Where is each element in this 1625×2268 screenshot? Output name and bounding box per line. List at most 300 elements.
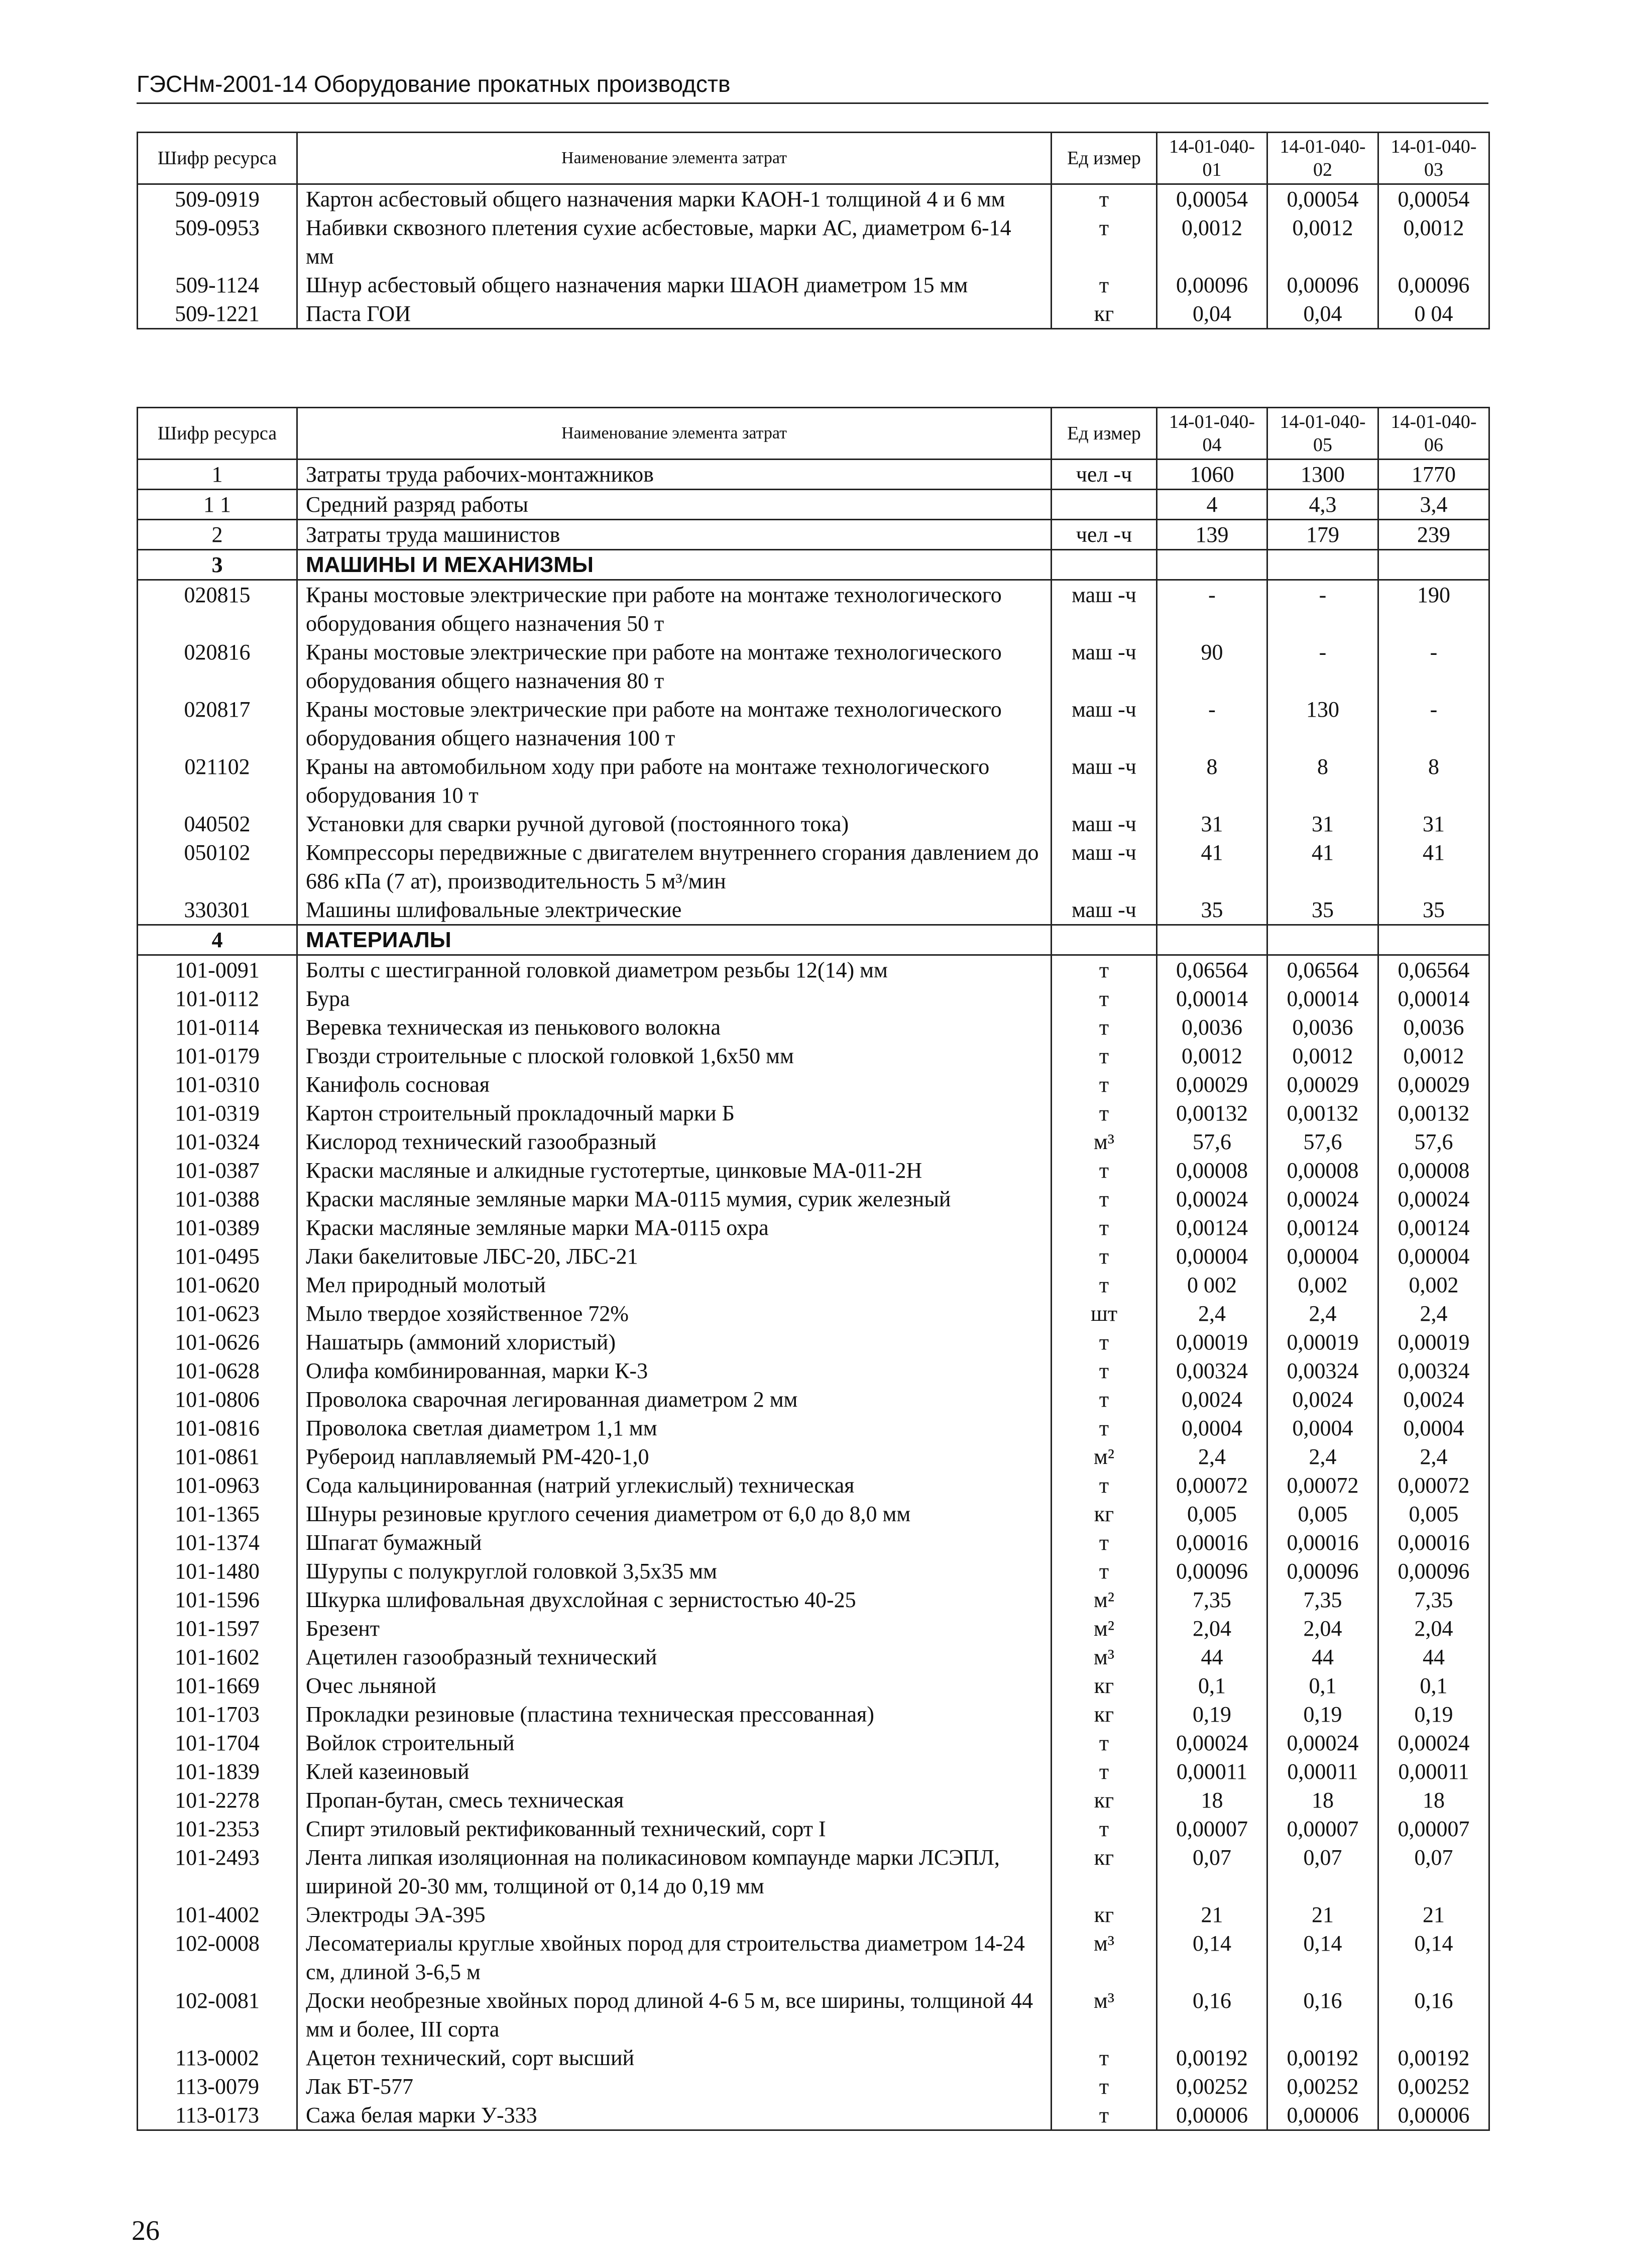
- value-col-3: 0,00252: [1378, 2072, 1489, 2101]
- resource-code: 330301: [138, 895, 297, 925]
- table-row: [138, 955, 1489, 985]
- value-col-1: 0,19: [1157, 1700, 1267, 1729]
- table-row: [138, 1099, 1489, 1127]
- cost-item-name: Мел природный молотый: [297, 1271, 1052, 1299]
- resource-code: 101-0310: [138, 1070, 297, 1099]
- value-col-3: 0,00007: [1378, 1815, 1489, 1843]
- value-col-3: 0,00324: [1378, 1356, 1489, 1385]
- unit-of-measure: т: [1052, 1356, 1157, 1385]
- page-number: 26: [132, 2215, 160, 2246]
- value-col-1: 0,00124: [1157, 1213, 1267, 1242]
- value-col-3: 0,0012: [1378, 1042, 1489, 1070]
- table-row: [138, 1671, 1489, 1700]
- value-col-1: 0,0012: [1157, 213, 1267, 271]
- cost-item-name: Шнур асбестовый общего назначения марки ШАОН диаметром 15 мм: [297, 271, 1052, 299]
- table-row: [138, 838, 1489, 895]
- value-col-1: -: [1157, 695, 1267, 752]
- unit-of-measure: маш -ч: [1052, 838, 1157, 895]
- cost-item-name: Набивки сквозного плетения сухие асбестовые, марки АС, диаметром 6-14 мм: [297, 213, 1052, 271]
- cost-item-name: Олифа комбинированная, марки К-3: [297, 1356, 1052, 1385]
- cost-item-name: Прокладки резиновые (пластина техническая прессованная): [297, 1700, 1052, 1729]
- value-col-2: 4,3: [1267, 490, 1378, 520]
- resource-code: 509-0919: [138, 184, 297, 214]
- table-row: [138, 299, 1489, 329]
- value-col-1: 0,00029: [1157, 1070, 1267, 1099]
- value-col-1: 2,04: [1157, 1614, 1267, 1643]
- value-col-2: 130: [1267, 695, 1378, 752]
- value-col-2: 44: [1267, 1643, 1378, 1671]
- cost-item-name: МАТЕРИАЛЫ: [297, 925, 1052, 955]
- unit-of-measure: т: [1052, 2072, 1157, 2101]
- value-col-1: 0,00054: [1157, 184, 1267, 214]
- value-col-2: 0,00192: [1267, 2044, 1378, 2072]
- cost-item-name: Мыло твердое хозяйственное 72%: [297, 1299, 1052, 1328]
- value-col-3: 0,00054: [1378, 184, 1489, 214]
- resource-code: 020815: [138, 580, 297, 638]
- table-row: [138, 1414, 1489, 1442]
- value-col-3: 0,00024: [1378, 1729, 1489, 1757]
- resource-code: 101-0388: [138, 1185, 297, 1213]
- value-col-1: 0,00008: [1157, 1156, 1267, 1185]
- value-col-3: 0,0036: [1378, 1013, 1489, 1042]
- value-col-1: [1157, 550, 1267, 580]
- value-col-1: 2,4: [1157, 1442, 1267, 1471]
- table-row: [138, 1815, 1489, 1843]
- cost-item-name: Гвозди строительные с плоской головкой 1,6х50 мм: [297, 1042, 1052, 1070]
- value-col-2: 0,00324: [1267, 1356, 1378, 1385]
- resource-code: 101-0112: [138, 984, 297, 1013]
- unit-of-measure: т: [1052, 1042, 1157, 1070]
- value-col-2: 0,00016: [1267, 1528, 1378, 1557]
- value-col-2: 0,00054: [1267, 184, 1378, 214]
- cost-item-name: Картон асбестовый общего назначения марки КАОН-1 толщиной 4 и 6 мм: [297, 184, 1052, 214]
- cost-item-name: Краски масляные и алкидные густотертые, цинковые МА-011-2Н: [297, 1156, 1052, 1185]
- value-col-2: 0,0024: [1267, 1385, 1378, 1414]
- value-col-3: 0,16: [1378, 1986, 1489, 2044]
- table-row: [138, 1557, 1489, 1585]
- resource-code: 101-1669: [138, 1671, 297, 1700]
- unit-of-measure: [1052, 490, 1157, 520]
- resource-code: 101-4002: [138, 1900, 297, 1929]
- resource-code: 101-0179: [138, 1042, 297, 1070]
- table-row: [138, 752, 1489, 810]
- unit-of-measure: м³: [1052, 1643, 1157, 1671]
- cost-item-name: Краны мостовые электрические при работе на монтаже технологического оборудования общего назначения 100 т: [297, 695, 1052, 752]
- cost-item-name: Болты с шестигранной головкой диаметром резьбы 12(14) мм: [297, 955, 1052, 985]
- unit-of-measure: м²: [1052, 1585, 1157, 1614]
- value-col-3: 44: [1378, 1643, 1489, 1671]
- cost-item-name: Лесоматериалы круглые хвойных пород для строительства диаметром 14-24 см, длиной 3-6,5 м: [297, 1929, 1052, 1986]
- value-col-3: 35: [1378, 895, 1489, 925]
- unit-of-measure: т: [1052, 1385, 1157, 1414]
- table-body: [138, 184, 1489, 329]
- value-col-3: 0,1: [1378, 1671, 1489, 1700]
- value-col-3: 0,002: [1378, 1271, 1489, 1299]
- resource-code: 509-1124: [138, 271, 297, 299]
- value-col-2: 179: [1267, 520, 1378, 550]
- table-row: [138, 2044, 1489, 2072]
- value-col-1: 0,00016: [1157, 1528, 1267, 1557]
- resource-code: 101-0623: [138, 1299, 297, 1328]
- resource-code: 101-0626: [138, 1328, 297, 1356]
- unit-of-measure: т: [1052, 1070, 1157, 1099]
- unit-of-measure: т: [1052, 1156, 1157, 1185]
- value-col-1: 0,00132: [1157, 1099, 1267, 1127]
- cost-item-name: Паста ГОИ: [297, 299, 1052, 329]
- col-header-unit: Ед измер: [1052, 408, 1157, 460]
- value-col-2: -: [1267, 638, 1378, 695]
- table-row: [138, 1643, 1489, 1671]
- value-col-1: 0,06564: [1157, 955, 1267, 985]
- resource-table-1: [137, 132, 1490, 329]
- resource-code: 020816: [138, 638, 297, 695]
- value-col-1: 57,6: [1157, 1127, 1267, 1156]
- table-row: [138, 638, 1489, 695]
- resource-code: 040502: [138, 810, 297, 838]
- resource-code: 021102: [138, 752, 297, 810]
- value-col-3: 0,00132: [1378, 1099, 1489, 1127]
- value-col-2: 7,35: [1267, 1585, 1378, 1614]
- cost-item-name: Средний разряд работы: [297, 490, 1052, 520]
- value-col-3: 0,00096: [1378, 271, 1489, 299]
- value-col-3: 41: [1378, 838, 1489, 895]
- resource-code: 102-0081: [138, 1986, 297, 2044]
- table-row: [138, 1242, 1489, 1271]
- value-col-3: 1770: [1378, 460, 1489, 490]
- table-row: [138, 810, 1489, 838]
- value-col-3: -: [1378, 695, 1489, 752]
- value-col-3: 0,00072: [1378, 1471, 1489, 1500]
- table-row: [138, 1299, 1489, 1328]
- cost-item-name: Пропан-бутан, смесь техническая: [297, 1786, 1052, 1815]
- cost-item-name: Проволока сварочная легированная диаметром 2 мм: [297, 1385, 1052, 1414]
- cost-item-name: Краны мостовые электрические при работе на монтаже технологического оборудования общего назначения 80 т: [297, 638, 1052, 695]
- unit-of-measure: [1052, 925, 1157, 955]
- cost-item-name: Проволока светлая диаметром 1,1 мм: [297, 1414, 1052, 1442]
- value-col-2: 8: [1267, 752, 1378, 810]
- cost-item-name: Лак БТ-577: [297, 2072, 1052, 2101]
- value-col-1: 18: [1157, 1786, 1267, 1815]
- resource-code: 101-0806: [138, 1385, 297, 1414]
- value-col-1: 0,005: [1157, 1500, 1267, 1528]
- table-header-row: [138, 133, 1489, 184]
- value-col-2: 0,0036: [1267, 1013, 1378, 1042]
- value-col-1: 8: [1157, 752, 1267, 810]
- cost-item-name: Затраты труда рабочих-монтажников: [297, 460, 1052, 490]
- value-col-3: 0,00011: [1378, 1757, 1489, 1786]
- table-row: [138, 1013, 1489, 1042]
- table-row: [138, 1070, 1489, 1099]
- value-col-3: 0,14: [1378, 1929, 1489, 1986]
- resource-code: 101-0628: [138, 1356, 297, 1385]
- value-col-3: 0 04: [1378, 299, 1489, 329]
- value-col-2: 0,00024: [1267, 1185, 1378, 1213]
- value-col-3: 57,6: [1378, 1127, 1489, 1156]
- value-col-2: 0,005: [1267, 1500, 1378, 1528]
- resource-code: 020817: [138, 695, 297, 752]
- value-col-1: 21: [1157, 1900, 1267, 1929]
- resource-code: 101-2493: [138, 1843, 297, 1900]
- value-col-2: 2,04: [1267, 1614, 1378, 1643]
- resource-code: 101-0387: [138, 1156, 297, 1185]
- resource-code: 1 1: [138, 490, 297, 520]
- value-col-1: 0 002: [1157, 1271, 1267, 1299]
- unit-of-measure: маш -ч: [1052, 580, 1157, 638]
- cost-item-name: Доски необрезные хвойных пород длиной 4-6 5 м, все ширины, толщиной 44 мм и более, III сорта: [297, 1986, 1052, 2044]
- table-row: [138, 1843, 1489, 1900]
- resource-code: 101-0324: [138, 1127, 297, 1156]
- value-col-2: 0,00096: [1267, 1557, 1378, 1585]
- table-row: [138, 1156, 1489, 1185]
- unit-of-measure: т: [1052, 1185, 1157, 1213]
- cost-item-name: Шкурка шлифовальная двухслойная с зернистостью 40-25: [297, 1585, 1052, 1614]
- table-row: [138, 895, 1489, 925]
- table-body: [138, 460, 1489, 2130]
- value-col-2: 0,00029: [1267, 1070, 1378, 1099]
- unit-of-measure: т: [1052, 1271, 1157, 1299]
- value-col-2: 0,0012: [1267, 213, 1378, 271]
- table-header-row: [138, 408, 1489, 460]
- value-col-2: 0,00096: [1267, 271, 1378, 299]
- unit-of-measure: шт: [1052, 1299, 1157, 1328]
- unit-of-measure: маш -ч: [1052, 752, 1157, 810]
- col-header-code: Шифр ресурса: [138, 133, 297, 184]
- value-col-2: 0,002: [1267, 1271, 1378, 1299]
- page-header: ГЭСНм-2001-14 Оборудование прокатных производств: [137, 70, 1488, 104]
- cost-item-name: Спирт этиловый ректификованный технический, сорт I: [297, 1815, 1052, 1843]
- value-col-1: 0,00096: [1157, 1557, 1267, 1585]
- table-row: [138, 184, 1489, 214]
- resource-code: 050102: [138, 838, 297, 895]
- value-col-2: 0,00019: [1267, 1328, 1378, 1356]
- resource-code: 101-1374: [138, 1528, 297, 1557]
- cost-item-name: Очес льняной: [297, 1671, 1052, 1700]
- value-col-2: 21: [1267, 1900, 1378, 1929]
- col-header-c2: 14-01-040-02: [1267, 133, 1378, 184]
- unit-of-measure: т: [1052, 1557, 1157, 1585]
- value-col-1: [1157, 925, 1267, 955]
- table-row: [138, 520, 1489, 550]
- table-row: [138, 1042, 1489, 1070]
- table-row: [138, 1757, 1489, 1786]
- table-row: [138, 2101, 1489, 2130]
- resource-code: 4: [138, 925, 297, 955]
- value-col-3: 0,06564: [1378, 955, 1489, 985]
- value-col-3: -: [1378, 638, 1489, 695]
- unit-of-measure: маш -ч: [1052, 810, 1157, 838]
- table-row: [138, 213, 1489, 271]
- cost-item-name: Компрессоры передвижные с двигателем внутреннего сгорания давлением до 686 кПа (7 ат), производительность 5 м³/мин: [297, 838, 1052, 895]
- table-row: [138, 490, 1489, 520]
- unit-of-measure: чел -ч: [1052, 460, 1157, 490]
- resource-code: 101-0091: [138, 955, 297, 985]
- value-col-1: 0,04: [1157, 299, 1267, 329]
- value-col-2: 57,6: [1267, 1127, 1378, 1156]
- resource-code: 2: [138, 520, 297, 550]
- unit-of-measure: м²: [1052, 1442, 1157, 1471]
- value-col-3: 0,19: [1378, 1700, 1489, 1729]
- cost-item-name: Электроды ЭА-395: [297, 1900, 1052, 1929]
- value-col-2: -: [1267, 580, 1378, 638]
- value-col-3: 2,04: [1378, 1614, 1489, 1643]
- value-col-1: 0,00006: [1157, 2101, 1267, 2130]
- table-row: [138, 1356, 1489, 1385]
- resource-code: 509-0953: [138, 213, 297, 271]
- value-col-1: 2,4: [1157, 1299, 1267, 1328]
- table-row: [138, 460, 1489, 490]
- value-col-3: 0,00024: [1378, 1185, 1489, 1213]
- value-col-2: 0,07: [1267, 1843, 1378, 1900]
- resource-code: 113-0002: [138, 2044, 297, 2072]
- unit-of-measure: т: [1052, 2044, 1157, 2072]
- value-col-3: 0,00014: [1378, 984, 1489, 1013]
- cost-item-name: МАШИНЫ И МЕХАНИЗМЫ: [297, 550, 1052, 580]
- value-col-1: 0,00024: [1157, 1729, 1267, 1757]
- unit-of-measure: т: [1052, 1729, 1157, 1757]
- unit-of-measure: кг: [1052, 1700, 1157, 1729]
- value-col-1: 0,1: [1157, 1671, 1267, 1700]
- table-row: [138, 1729, 1489, 1757]
- value-col-1: 0,16: [1157, 1986, 1267, 2044]
- resource-code: 113-0079: [138, 2072, 297, 2101]
- value-col-1: 44: [1157, 1643, 1267, 1671]
- unit-of-measure: т: [1052, 1414, 1157, 1442]
- table-row: [138, 1385, 1489, 1414]
- value-col-3: 2,4: [1378, 1299, 1489, 1328]
- table-row: [138, 580, 1489, 638]
- unit-of-measure: т: [1052, 955, 1157, 985]
- cost-item-name: Шпагат бумажный: [297, 1528, 1052, 1557]
- unit-of-measure: кг: [1052, 1671, 1157, 1700]
- unit-of-measure: т: [1052, 1242, 1157, 1271]
- resource-code: 101-1596: [138, 1585, 297, 1614]
- value-col-3: 0,0024: [1378, 1385, 1489, 1414]
- value-col-1: 0,0024: [1157, 1385, 1267, 1414]
- unit-of-measure: т: [1052, 184, 1157, 214]
- value-col-2: 0,00024: [1267, 1729, 1378, 1757]
- cost-item-name: Рубероид наплавляемый РМ-420-1,0: [297, 1442, 1052, 1471]
- value-col-3: 0,005: [1378, 1500, 1489, 1528]
- table-row: [138, 1442, 1489, 1471]
- value-col-2: [1267, 550, 1378, 580]
- table-row: [138, 1271, 1489, 1299]
- value-col-2: 0,00072: [1267, 1471, 1378, 1500]
- cost-item-name: Краны на автомобильном ходу при работе на монтаже технологического оборудования 10 т: [297, 752, 1052, 810]
- cost-item-name: Ацетилен газообразный технический: [297, 1643, 1052, 1671]
- cost-item-name: Краны мостовые электрические при работе на монтаже технологического оборудования общего назначения 50 т: [297, 580, 1052, 638]
- value-col-3: 0,00019: [1378, 1328, 1489, 1356]
- resource-code: 101-0319: [138, 1099, 297, 1127]
- unit-of-measure: т: [1052, 1815, 1157, 1843]
- table-row: [138, 271, 1489, 299]
- value-col-2: 0,00132: [1267, 1099, 1378, 1127]
- value-col-1: 31: [1157, 810, 1267, 838]
- resource-code: 101-1602: [138, 1643, 297, 1671]
- value-col-3: [1378, 925, 1489, 955]
- unit-of-measure: маш -ч: [1052, 895, 1157, 925]
- value-col-2: 2,4: [1267, 1442, 1378, 1471]
- resource-code: 101-1365: [138, 1500, 297, 1528]
- value-col-3: 18: [1378, 1786, 1489, 1815]
- resource-code: 113-0173: [138, 2101, 297, 2130]
- value-col-3: 0,07: [1378, 1843, 1489, 1900]
- resource-code: 101-2353: [138, 1815, 297, 1843]
- value-col-2: 41: [1267, 838, 1378, 895]
- value-col-1: 0,00024: [1157, 1185, 1267, 1213]
- value-col-1: 0,0036: [1157, 1013, 1267, 1042]
- value-col-1: 0,07: [1157, 1843, 1267, 1900]
- table-row: [138, 1585, 1489, 1614]
- cost-item-name: Краски масляные земляные марки МА-0115 мумия, сурик железный: [297, 1185, 1052, 1213]
- unit-of-measure: т: [1052, 1528, 1157, 1557]
- resource-code: 101-1839: [138, 1757, 297, 1786]
- unit-of-measure: маш -ч: [1052, 695, 1157, 752]
- table-row: [138, 1185, 1489, 1213]
- table-row: [138, 695, 1489, 752]
- value-col-3: 8: [1378, 752, 1489, 810]
- cost-item-name: Брезент: [297, 1614, 1052, 1643]
- value-col-1: 0,14: [1157, 1929, 1267, 1986]
- value-col-1: 0,0012: [1157, 1042, 1267, 1070]
- value-col-1: 0,00072: [1157, 1471, 1267, 1500]
- value-col-3: 3,4: [1378, 490, 1489, 520]
- value-col-1: 41: [1157, 838, 1267, 895]
- cost-item-name: Нашатырь (аммоний хлористый): [297, 1328, 1052, 1356]
- value-col-1: -: [1157, 580, 1267, 638]
- value-col-1: 0,00011: [1157, 1757, 1267, 1786]
- table-row: [138, 1213, 1489, 1242]
- unit-of-measure: т: [1052, 1099, 1157, 1127]
- col-header-c1: 14-01-040-01: [1157, 133, 1267, 184]
- cost-item-name: Лаки бакелитовые ЛБС-20, ЛБС-21: [297, 1242, 1052, 1271]
- value-col-2: 18: [1267, 1786, 1378, 1815]
- unit-of-measure: т: [1052, 984, 1157, 1013]
- value-col-2: 0,00011: [1267, 1757, 1378, 1786]
- value-col-1: 0,00007: [1157, 1815, 1267, 1843]
- value-col-1: 0,0004: [1157, 1414, 1267, 1442]
- table-row: [138, 1528, 1489, 1557]
- value-col-3: 239: [1378, 520, 1489, 550]
- unit-of-measure: м³: [1052, 1127, 1157, 1156]
- value-col-3: 0,00016: [1378, 1528, 1489, 1557]
- cost-item-name: Канифоль сосновая: [297, 1070, 1052, 1099]
- cost-item-name: Веревка техническая из пенькового волокна: [297, 1013, 1052, 1042]
- value-col-3: 0,00124: [1378, 1213, 1489, 1242]
- resource-code: 101-0620: [138, 1271, 297, 1299]
- resource-code: 101-1704: [138, 1729, 297, 1757]
- value-col-2: 0,00004: [1267, 1242, 1378, 1271]
- value-col-3: 0,00004: [1378, 1242, 1489, 1271]
- unit-of-measure: т: [1052, 1757, 1157, 1786]
- value-col-1: 0,00004: [1157, 1242, 1267, 1271]
- value-col-2: 0,00008: [1267, 1156, 1378, 1185]
- resource-code: 102-0008: [138, 1929, 297, 1986]
- cost-item-name: Шнуры резиновые круглого сечения диаметром от 6,0 до 8,0 мм: [297, 1500, 1052, 1528]
- value-col-2: 0,00014: [1267, 984, 1378, 1013]
- table-row: [138, 1700, 1489, 1729]
- value-col-1: 139: [1157, 520, 1267, 550]
- value-col-3: 0,00029: [1378, 1070, 1489, 1099]
- value-col-2: 0,00006: [1267, 2101, 1378, 2130]
- unit-of-measure: чел -ч: [1052, 520, 1157, 550]
- value-col-2: 35: [1267, 895, 1378, 925]
- unit-of-measure: м³: [1052, 1986, 1157, 2044]
- value-col-2: 0,00124: [1267, 1213, 1378, 1242]
- table-row: [138, 1471, 1489, 1500]
- cost-item-name: Сажа белая марки У-333: [297, 2101, 1052, 2130]
- resource-code: 101-0963: [138, 1471, 297, 1500]
- value-col-2: 2,4: [1267, 1299, 1378, 1328]
